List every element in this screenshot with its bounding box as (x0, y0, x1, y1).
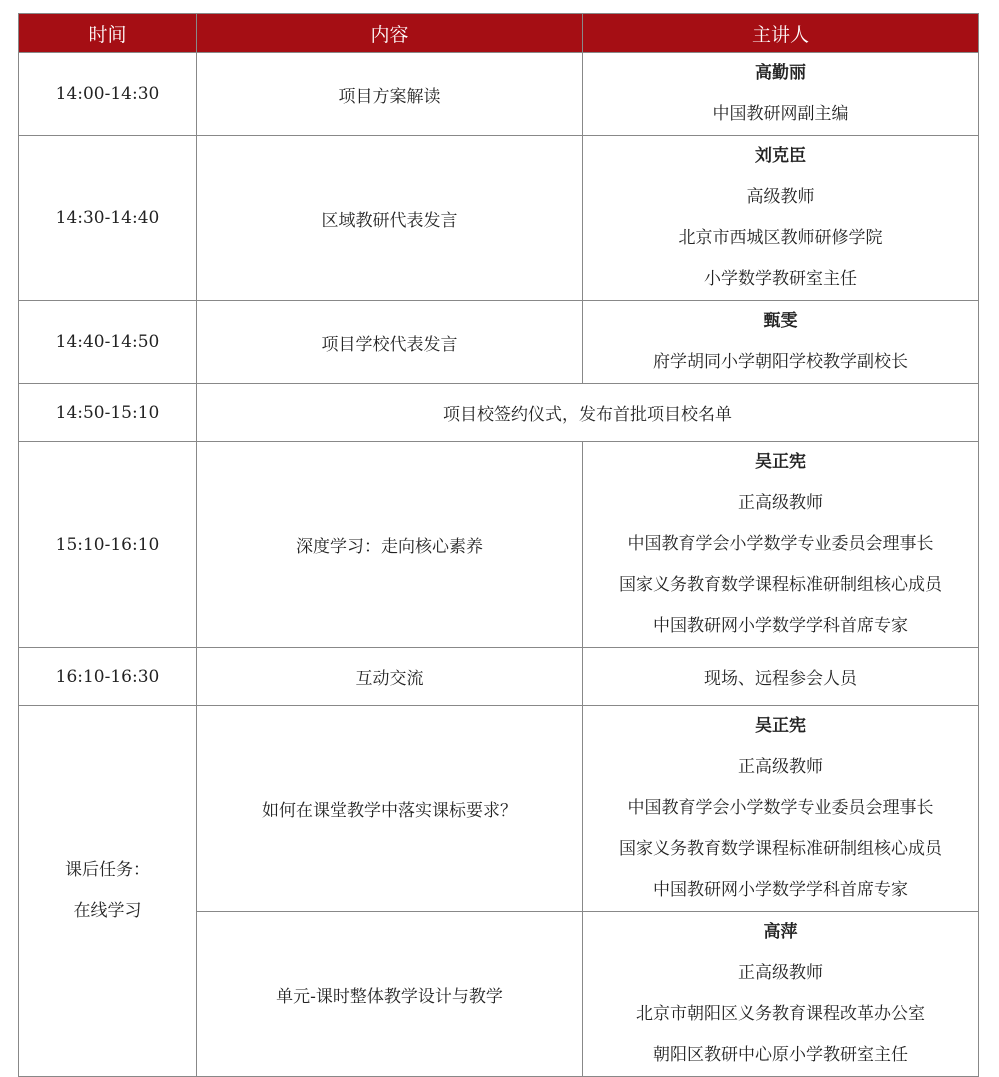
speaker-cell (583, 442, 979, 648)
after-task-label: 课后任务： (65, 860, 150, 880)
speaker-name: 吴正宪 (755, 452, 806, 472)
speaker-title: 朝阳区教研中心原小学教研室主任 (653, 1045, 908, 1065)
speaker-cell (583, 706, 979, 912)
speaker-name: 高勤丽 (755, 63, 806, 83)
table-row (19, 53, 979, 136)
content-cell: 项目方案解读 (197, 53, 583, 136)
speaker-name: 高萍 (763, 922, 798, 942)
speaker-title: 正高级教师 (738, 963, 823, 983)
content-cell: 如何在课堂教学中落实课标要求？ (197, 706, 583, 912)
time-cell: 14:40-14:50 (19, 301, 197, 384)
table-row (19, 442, 979, 648)
table-row (19, 136, 979, 301)
content-cell: 区域教研代表发言 (197, 136, 583, 301)
speaker-name: 吴正宪 (755, 716, 806, 736)
content-cell: 单元-课时整体教学设计与教学 (197, 912, 583, 1077)
header-row (19, 14, 979, 53)
speaker-cell (583, 301, 979, 384)
table-row (19, 384, 979, 442)
speaker-title: 小学数学教研室主任 (704, 269, 857, 289)
speaker-cell: 现场、远程参会人员 (583, 648, 979, 706)
time-cell: 15:10-16:10 (19, 442, 197, 648)
time-cell: 16:10-16:30 (19, 648, 197, 706)
header-speaker: 主讲人 (583, 14, 979, 53)
speaker-title: 高级教师 (746, 187, 815, 207)
speaker-title: 正高级教师 (738, 757, 823, 777)
table-row (19, 648, 979, 706)
speaker-title: 中国教研网副主编 (712, 104, 849, 124)
time-cell: 14:50-15:10 (19, 384, 197, 442)
speaker-title: 中国教育学会小学数学专业委员会理事长 (627, 534, 934, 554)
time-cell: 14:00-14:30 (19, 53, 197, 136)
content-cell: 项目学校代表发言 (197, 301, 583, 384)
schedule-table (18, 13, 979, 1077)
speaker-title: 北京市朝阳区义务教育课程改革办公室 (636, 1004, 925, 1024)
content-cell: 互动交流 (197, 648, 583, 706)
speaker-name: 刘克臣 (755, 146, 806, 166)
speaker-title: 国家义务教育数学课程标准研制组核心成员 (619, 575, 942, 595)
speaker-name: 甄雯 (763, 311, 798, 331)
after-task-label: 在线学习 (73, 901, 142, 921)
speaker-title: 府学胡同小学朝阳学校教学副校长 (653, 352, 908, 372)
content-cell: 深度学习：走向核心素养 (197, 442, 583, 648)
speaker-title: 国家义务教育数学课程标准研制组核心成员 (619, 839, 942, 859)
speaker-title: 正高级教师 (738, 493, 823, 513)
speaker-cell (583, 912, 979, 1077)
speaker-title: 中国教研网小学数学学科首席专家 (653, 880, 908, 900)
header-time: 时间 (19, 14, 197, 53)
time-cell: 14:30-14:40 (19, 136, 197, 301)
after-task-time-cell (19, 706, 197, 1077)
speaker-cell (583, 136, 979, 301)
merged-content-cell: 项目校签约仪式，发布首批项目校名单 (197, 384, 979, 442)
speaker-cell (583, 53, 979, 136)
table-row (19, 706, 979, 912)
speaker-title: 北京市西城区教师研修学院 (678, 228, 883, 248)
speaker-title: 中国教育学会小学数学专业委员会理事长 (627, 798, 934, 818)
speaker-title: 中国教研网小学数学学科首席专家 (653, 616, 908, 636)
header-content: 内容 (197, 14, 583, 53)
table-row (19, 301, 979, 384)
